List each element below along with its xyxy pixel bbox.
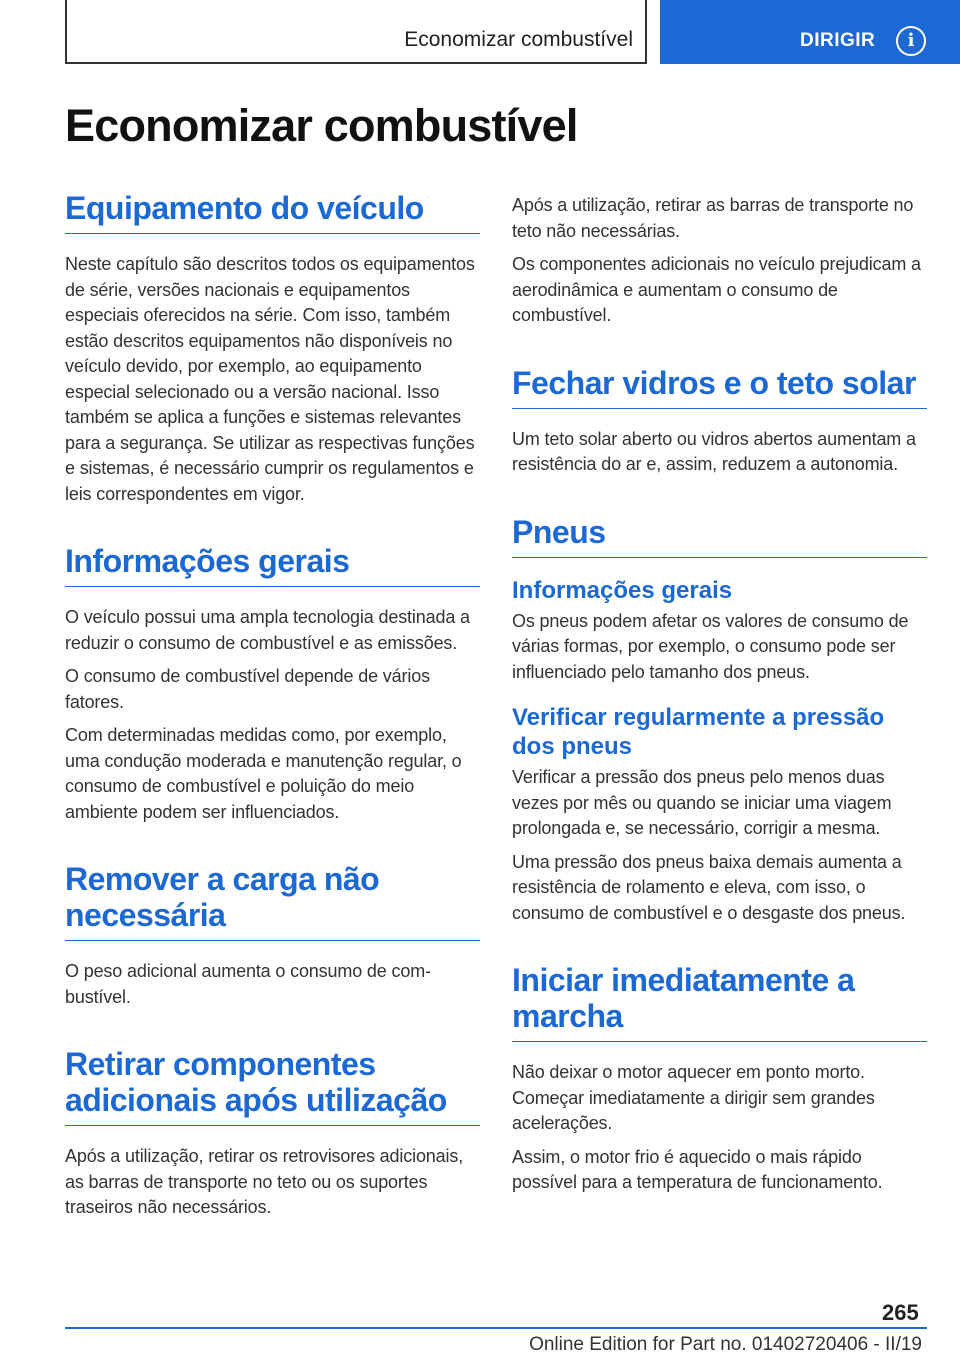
section-heading: Equipamento do veículo [65, 190, 480, 234]
info-icon[interactable]: i [896, 26, 926, 56]
paragraph: Após a utilização, retirar as barras de transporte no teto não necessárias. [512, 195, 914, 241]
header-chapter-title: Economizar combustível [404, 28, 633, 51]
paragraph: Verificar a pressão dos pneus pelo menos duas vezes por mês ou quando se iniciar uma viagem prolongada e, se necessário, corrigir a mesma. [512, 767, 892, 838]
paragraph: Assim, o motor frio é aquecido o mais rápido possível para a temperatura de funcionamento. [512, 1146, 883, 1192]
section-heading: Retirar componentes adicionais após utilização [65, 1046, 480, 1126]
footer-edition: Online Edition for Part no. 01402720406 - II/19 [529, 1334, 922, 1355]
paragraph: Os pneus podem afetar os valores de consumo de várias formas, por exemplo, o consumo pode ser influenciado pelo tamanho dos pneus. [512, 610, 909, 682]
header-section-tab[interactable] [660, 0, 960, 64]
paragraph: O peso adicional aumenta o consumo de combustível. [65, 961, 432, 1007]
paragraph: O veículo possui uma ampla tecnologia destinada a reduzir o consumo de combustível e as emissões. [65, 607, 470, 653]
section-heading: Remover a carga não necessária [65, 861, 480, 941]
footer-divider [65, 1327, 927, 1329]
page-number: 265 [882, 1300, 919, 1325]
paragraph: Uma pressão dos pneus baixa demais aumenta a resistência de rolamento e eleva, com isso, o consumo de combustível e o desgaste dos pneus. [512, 851, 906, 923]
section-heading: Fechar vidros e o teto solar [512, 365, 927, 409]
paragraph: Não deixar o motor aquecer em ponto morto. Começar imediatamente a dirigir sem grandes acelerações. [512, 1062, 875, 1133]
header-chapter-box [65, 0, 647, 64]
subsection-heading: Informações gerais [512, 576, 733, 604]
right-column [512, 193, 927, 1204]
left-column [65, 190, 480, 1229]
paragraph: Com determinadas medidas como, por exemplo, uma condução moderada e manutenção regular, o consumo de combustível e poluição do meio ambiente podem ser influenciados. [65, 725, 462, 822]
paragraph: Após a utilização, retirar os retrovisores adicionais, as barras de transporte no teto ou os suportes traseiros não necessários. [65, 1146, 464, 1217]
paragraph: Um teto solar aberto ou vidros abertos aumentam a resistência do ar e, assim, reduzem a autonomia. [512, 428, 916, 474]
subsection-heading: Verificar regularmente a pressão dos pneus [512, 704, 885, 760]
header-section-label: DIRIGIR [800, 30, 876, 51]
paragraph: O consumo de combustível depende de vários fatores. [65, 666, 430, 712]
paragraph: Os componentes adicionais no veículo prejudicam a aerodinâmica e aumentam o consumo de combustível. [512, 254, 921, 325]
section-heading: Iniciar imediatamente a marcha [512, 962, 927, 1042]
section-heading: Pneus [512, 514, 927, 558]
section-heading: Informações gerais [65, 543, 480, 587]
page-title: Economizar combustível [65, 100, 578, 151]
paragraph: Neste capítulo são descritos todos os equipamentos de série, versões nacionais e equipamentos especiais oferecidos na série. Com isso, também estão descritos equipamentos não disponíveis no veículo devido, por exemplo, ao equipamento especial selecionado ou a versão nacional. Isso também se aplica a funções e sistemas relevantes para a segurança. Se utilizar as respectivas funções e sistemas, é necessário cumprir os regulamentos e leis correspondentes em vigor. [65, 254, 475, 504]
